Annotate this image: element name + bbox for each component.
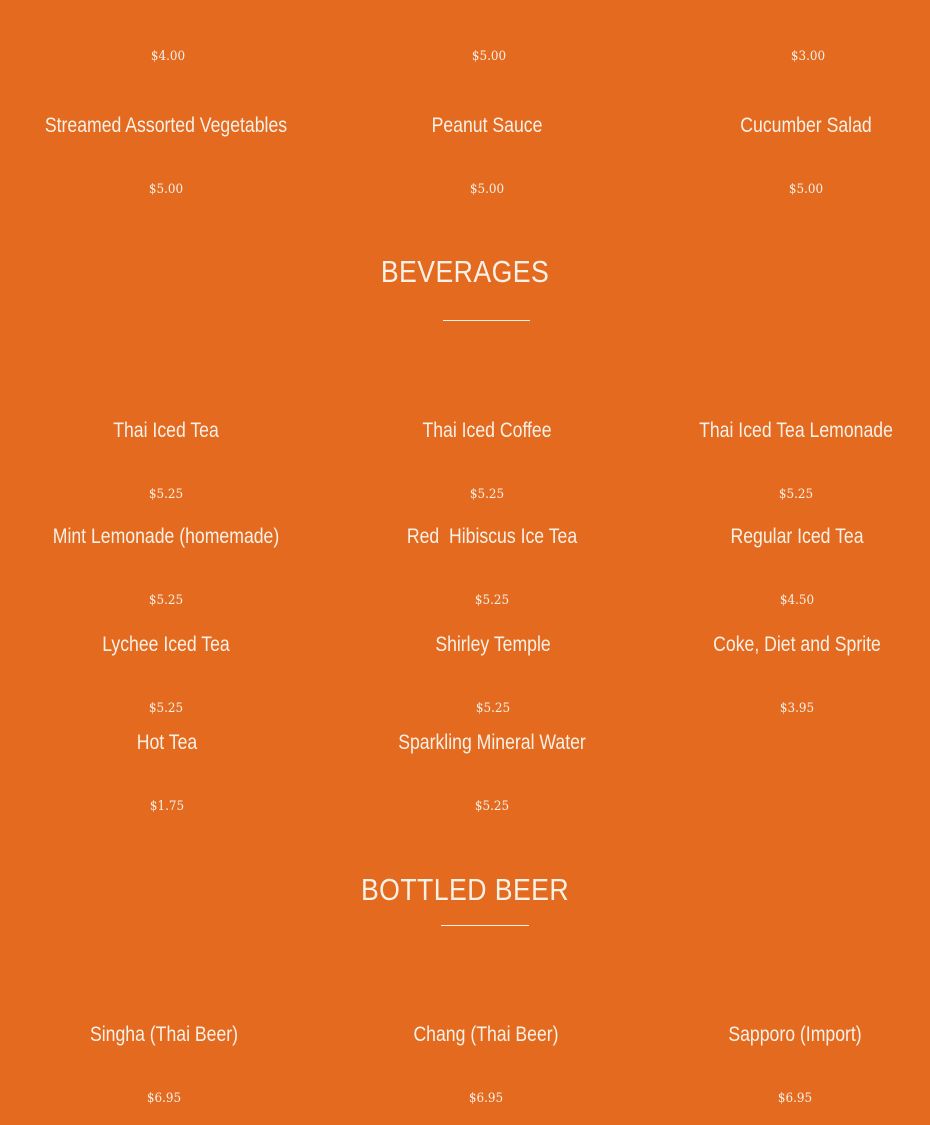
menu-item <box>716 986 875 1125</box>
item-price: $3.95 <box>779 701 815 716</box>
item-name: Thai Iced Tea Lemonade <box>699 419 893 442</box>
item-price: $3.00 <box>790 49 826 64</box>
section-title-bottled-beer: BOTTLED BEER <box>360 872 570 907</box>
item-name: Thai Iced Coffee <box>422 419 552 442</box>
item-price: $6.95 <box>468 1091 504 1106</box>
item-price: $5.25 <box>475 701 511 716</box>
menu-item <box>380 694 603 833</box>
item-name: Singha (Thai Beer) <box>89 1023 239 1046</box>
item-price: $4.50 <box>779 593 815 608</box>
item-price: $5.25 <box>778 487 814 502</box>
item-price: $5.00 <box>471 49 507 64</box>
item-name: Cucumber Salad <box>740 114 872 137</box>
menu-item <box>697 596 897 735</box>
item-price: $5.25 <box>148 487 184 502</box>
item-price: $5.00 <box>148 182 184 197</box>
section-divider <box>441 925 529 926</box>
menu-item <box>22 77 310 216</box>
item-name: Regular Iced Tea <box>730 525 864 548</box>
item-name: Shirley Temple <box>435 633 551 656</box>
menu-item <box>76 986 252 1125</box>
item-name: Chang (Thai Beer) <box>413 1023 559 1046</box>
item-price: $5.25 <box>148 593 184 608</box>
item-name: Coke, Diet and Sprite <box>713 633 881 656</box>
item-name: Sparkling Mineral Water <box>398 731 586 754</box>
item-name: Peanut Sauce <box>431 114 543 137</box>
item-name: Sapporo (Import) <box>728 1023 862 1046</box>
menu-item <box>149 6 186 83</box>
item-price: $4.00 <box>150 49 186 64</box>
menu-item <box>131 694 203 833</box>
menu-item <box>421 77 553 216</box>
menu-item <box>470 6 507 83</box>
item-price: $5.25 <box>469 487 505 502</box>
section-divider <box>443 320 530 321</box>
item-price: $5.25 <box>474 593 510 608</box>
item-name: Thai Iced Tea <box>113 419 219 442</box>
item-price: $5.00 <box>788 182 824 197</box>
menu-item <box>728 77 884 216</box>
item-name: Streamed Assorted Vegetables <box>44 114 288 137</box>
menu-item <box>789 6 826 83</box>
item-price: $5.00 <box>469 182 505 197</box>
item-name: Red Hibiscus Ice Tea <box>406 525 578 548</box>
item-price: $5.25 <box>474 799 510 814</box>
item-price: $5.25 <box>148 701 184 716</box>
item-name: Hot Tea <box>136 731 198 754</box>
section-title-beverages: BEVERAGES <box>380 254 550 289</box>
item-price: $6.95 <box>777 1091 813 1106</box>
item-price: $1.75 <box>149 799 185 814</box>
item-name: Mint Lemonade (homemade) <box>52 525 280 548</box>
item-name: Lychee Iced Tea <box>102 633 230 656</box>
item-price: $6.95 <box>146 1091 182 1106</box>
menu-item <box>400 986 573 1125</box>
